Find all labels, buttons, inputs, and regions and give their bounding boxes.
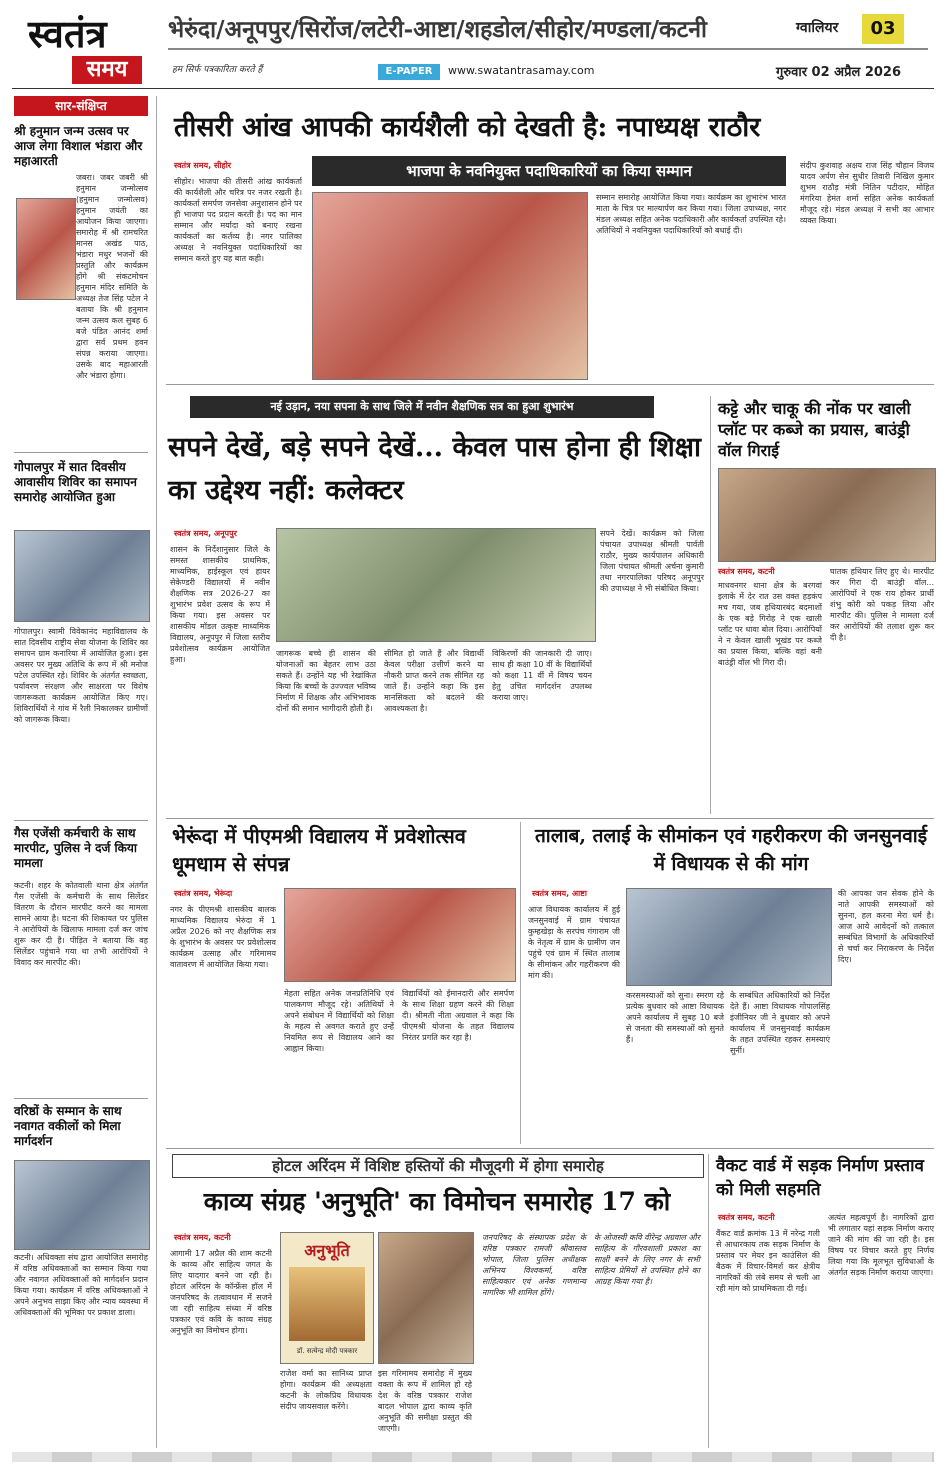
- website-link[interactable]: www.swatantrasamay.com: [448, 64, 595, 77]
- story4-text1: नगर के पीएमश्री शासकीय बालक माध्यमिक विद्यालय भेरुंदा में 1 अप्रैल 2026 को नए शैक्षणिक सत्र के शुभारंभ के अवसर पर प्रवेशोत्सव कार्यक्रम उत्साह और गरिमामय वातावरण में आयोजित किया गया।: [170, 905, 276, 969]
- story2-text2: जागरूक बच्चे ही शासन की योजनाओं का बेहतर लाभ उठा सकते हैं। उन्होंने यह भी रेखांकित किया कि बच्चों के उज्ज्वल भविष्य निर्माण में शिक्षक और अभिभावक दोनों की समान भागीदारी होती है।: [276, 649, 376, 713]
- story5-byline: स्वतंत्र समय, आष्टा: [532, 889, 587, 898]
- story6-banner: होटल अरिंदम में विशिष्ट हस्तियों की मौजूदगी में होगा समारोह: [172, 1154, 704, 1178]
- story3-photo: [718, 468, 936, 562]
- book-cover-art: [289, 1267, 365, 1341]
- story1-headline: तीसरी आंख आपकी कार्यशैली को देखती है: नपाध्यक्ष राठौर: [174, 112, 761, 143]
- story4-text3: विद्यार्थियों को ईमानदारी और समर्पण के साथ शिक्षा ग्रहण करने की शिक्षा दी। श्रीमती नीता अग्रवाल ने कहा कि पीएमश्री योजना के तहत विद्यालय निरंतर प्रगति कर रहा है।: [402, 989, 514, 1042]
- book-title: अनुभूति: [304, 1241, 350, 1260]
- story7-text2: अत्यंत महत्वपूर्ण है। नागरिकों द्वारा भी लगातार यहां सड़क निर्माण कराए जाने की मांग की जा रही है। इस विषय पर विचार करते हुए निर्णय लिया गया कि मूलभूत सुविधाओं के अंतर्गत सड़क निर्माण कराया जाएगा।: [828, 1213, 934, 1277]
- section-divider: [166, 1148, 934, 1149]
- story7-byline: स्वतंत्र समय, कटनी: [718, 1213, 775, 1222]
- story2-text1: शासन के निर्देशानुसार जिले के समस्त शासकीय प्राथमिक, माध्यमिक, हाईस्कूल एवं हायर सेकेण्डरी विद्यालयों में नवीन शैक्षणिक सत्र 2026-27 का शुभारंभ प्रवेश उत्सव के रूप में किया गया। इस अवसर पर शासकीय मॉडल उत्कृष्ट माध्यमिक विद्यालय, अनूपपुर में जिला स्तरीय प्रवेशोत्सव कार्यक्रम आयोजित हुआ।: [170, 545, 270, 664]
- column-rule: [710, 396, 711, 814]
- story1-text-right: सम्मान समारोह आयोजित किया गया। कार्यक्रम का शुभारंभ भारत माता के चित्र पर माल्यार्पण कर किया गया। जिला उपाध्यक्ष, नगर मंडल अध्यक्ष सहित अनेक पदाधिकारी और कार्यकर्ता उपस्थित रहे। अतिथियों ने नवनियुक्त पदाधिकारियों को बधाई दी।: [596, 193, 786, 235]
- story2-byline: स्वतंत्र समय, अनूपपुर: [174, 529, 237, 538]
- story3-text1: माधवनगर थाना क्षेत्र के बरगवां इलाके में देर रात उस वक्त हड़कंप मच गया, जब हथियारबंद बदमाशों के एक बड़े गिरोह ने एक खाली प्लॉट पर धावा बोल दिया। आरोपियों ने न केवल खाली भूखंड पर कब्जे का प्रयास किया, बल्कि वहां बनी बाउंड्री वॉल भी गिरा दी।: [718, 581, 822, 667]
- story5-photo: [626, 888, 832, 986]
- sidebar-item1-text: [14, 172, 148, 440]
- section-divider: [166, 384, 934, 385]
- sidebar-item3-text: कटनी। शहर के कोतवाली थाना क्षेत्र अंतर्गत गैस एजेंसी के कर्मचारी के साथ सिलेंडर वितरण के दौरान मारपीट करने का मामला सामने आया है। घटना की शिकायत पर पुलिस ने आरोपियों के खिलाफ मामला दर्ज कर जांच शुरू कर दी है। पीड़ित ने बताया कि वह सिलेंडर पहुंचाने गया था तभी आरोपियों ने विवाद कर मारपीट की।: [14, 881, 148, 967]
- book-author: डॉ. सत्येन्द्र मोदी पत्रकार: [296, 1347, 358, 1355]
- sidebar-column-rule: [156, 96, 157, 1448]
- masthead-rule: [168, 48, 928, 50]
- sidebar-item2-text: गोपालपुर। स्वामी विवेकानंद महाविद्यालय के सात दिवसीय राष्ट्रीय सेवा योजना के शिविर का समापन ग्राम कनारिया में आयोजित हुआ। इस अवसर पर मुख्य अतिथि के रूप में श्री मनोज पटेल उपस्थित रहे। शिविर के अंतर्गत स्वच्छता, पर्यावरण संरक्षण और साक्षरता पर विशेष जागरूकता कार्यक्रम आयोजित किए गए। शिविरार्थियों ने गांव में रैली निकालकर ग्रामीणों को जागरूक किया।: [14, 627, 148, 724]
- column-rule: [520, 822, 521, 1144]
- sidebar-item2-photo: [14, 530, 150, 622]
- story2-text5: सपने देखें। कार्यक्रम को जिला पंचायत उपाध्यक्ष श्रीमती पार्वती राठौर, मुख्य कार्यपालन अधिकारी जिला पंचायत श्रीमती अर्चना कुमारी तथा नगरपालिका परिषद अनूपपुर की उपाध्यक्ष ने भी संबोधित किया।: [600, 529, 704, 593]
- epaper-badge[interactable]: E-PAPER: [378, 64, 440, 80]
- sidebar-item4-text: कटनी। अधिवक्ता संघ द्वारा आयोजित समारोह में वरिष्ठ अधिवक्ताओं का सम्मान किया गया और नवागत अधिवक्ताओं को मार्गदर्शन प्रदान किया गया। कार्यक्रम में वरिष्ठ अधिवक्ताओं ने अपने अनुभव साझा किए और न्याय व्यवस्था में अधिवक्ताओं की भूमिका पर प्रकाश डाला।: [14, 1253, 148, 1317]
- sidebar-item4-photo: [14, 1160, 150, 1250]
- sidebar-item4-headline: वरिष्ठों के सम्मान के साथ नवागत वकीलों को मिला मार्गदर्शन: [14, 1104, 122, 1148]
- sidebar-divider: [14, 820, 148, 821]
- sidebar-item1-body: जबरा। जबर जबरी श्री हनुमान जन्मोत्सव (हनुमान जन्मोत्सव) हनुमान जयंती का आयोजन किया जाएगा। समारोह में श्री रामचरित मानस अखंड पाठ, भंडारा मधुर भजनों की प्रस्तुति और कार्यक्रम होंगे श्री संकटमोचन हनुमान मंदिर समिति के अध्यक्ष तेज सिंह पटेल ने बताया कि श्री हनुमान जन्म उत्सव कल सुबह 6 बजे पंडित आनंद शर्मा द्वारा सर्व प्रथम हवन संपन्न कराया जाएगा। उसके बाद महाआरती और भंडारा होगा।: [76, 173, 148, 380]
- story4-byline: स्वतंत्र समय, भेरूंदा: [174, 889, 233, 898]
- story6-text4: जनपरिषद के संस्थापक प्रदेश के वरिष्ठ पत्रकार रामजी श्रीवास्तव भोपाल, जिला पुलिस अधीक्षक अभिनय विश्वकर्मा, वरिष्ठ साहित्यकार एवं अनेक गणमान्य नागरिक भी शामिल होंगे।: [482, 1233, 586, 1297]
- story2-text4: विकिरणों की जानकारी दी जाए। साथ ही कक्षा 10 वीं के विद्यार्थियों को कक्षा 11 वीं में विषय चयन हेतु उचित मार्गदर्शन उपलब्ध कराया जाए।: [492, 649, 592, 702]
- masthead-city: ग्वालियर: [796, 20, 839, 36]
- story6-text1: आगामी 17 अप्रैल की शाम कटनी के काव्य और साहित्य जगत के लिए यादगार बनने जा रही है। होटल अरिंदम के कॉन्फ्रेंस हॉल में जनपरिषद के तत्वावधान में सजने जा रही साहित्य संध्या में वरिष्ठ पत्रकार एवं कवि के काव्य संग्रह अनुभूति का विमोचन होगा।: [170, 1249, 272, 1335]
- story1-subhead: भाजपा के नवनियुक्त पदाधिकारियों का किया सम्मान: [312, 156, 786, 186]
- registration-strip: [12, 1452, 934, 1462]
- story4-text2: मेहता सहित अनेक जनप्रतिनिधि एवं पालकगण मौजूद रहे। अतिथियों ने अपने संबोधन में विद्यार्थियों को शिक्षा के महत्व से अवगत कराते हुए उन्हें नियमित रूप से विद्यालय आने का आह्वान किया।: [284, 989, 394, 1053]
- story1-text-left: सीहोर। भाजपा की तीसरी आंख कार्यकर्ता की कार्यशैली और चरित्र पर नजर रखती है। कार्यकर्ता समर्पण जनसेवा अनुशासन होने पर ही भाजपा पद प्रदान करती है। पद का मान सम्मान और मर्यादा को बनाए रखना कार्यकर्ता का कर्तव्य है। नगर पालिका अध्यक्ष ने नवनियुक्त पदाधिकारियों का सम्मान करते हुए यह बात कही।: [174, 177, 302, 263]
- story6-byline: स्वतंत्र समय, कटनी: [174, 1233, 231, 1242]
- sidebar-banner: सार-संक्षिप्त: [14, 96, 148, 116]
- masthead-towns: भेरुंदा/अनूपपुर/सिरोंज/लटेरी-आष्टा/शहडोल/सीहोर/मण्डला/कटनी: [168, 16, 707, 43]
- story5-text3: के सम्बंधित अधिकारियों को निर्देश देते हैं। आष्टा विधायक गोपालसिंह इंजीनियर जी ने बुधवार को अपने कार्यालय में जनसुनवाई कार्यक्रम के तहत उपस्थित रहकर समस्याएं सुनीं।: [730, 991, 830, 1055]
- story3-headline: कट्टे और चाकू की नोंक पर खाली प्लॉट पर कब्जे का प्रयास, बाउंड्री वॉल गिराई: [718, 399, 911, 460]
- sidebar-item3-headline: गैस एजेंसी कर्मचारी के साथ मारपीट, पुलिस ने दर्ज किया मामला: [14, 826, 137, 870]
- issue-date: गुरुवार 02 अप्रैल 2026: [776, 65, 901, 80]
- story5-text2: करसमस्याओं को सुना। स्मरण रहे प्रत्येक बुधवार को आष्टा विधायक अपने कार्यालय में सुबह 10 बजे से जनता की समस्याओं को सुनते हैं।: [626, 991, 724, 1044]
- story3-byline: स्वतंत्र समय, कटनी: [718, 567, 775, 576]
- story1-photo: [312, 192, 588, 380]
- story5-text4: की आपका जन सेवक होने के नाते आपकी समस्याओं को सुनना, हल करना मेरा धर्म है। आज आये आवेदनों को तत्काल सम्बंधित विभागों के अधिकारियों से चर्चा कर निराकरण के निर्देश दिए।: [838, 889, 934, 964]
- story6-headline: काव्य संग्रह 'अनुभूति' का विमोचन समारोह 17 को: [203, 1187, 671, 1216]
- masthead-divider: [12, 88, 934, 89]
- story7-text1: वैंकट वार्ड क्रमांक 13 में नरेन्द्र गली से आधारकाय तक सड़क निर्माण के प्रस्ताव पर मेयर इन काउंसिल की बैठक में विचार-विमर्श कर क्षेत्रीय नागरिकों की लंबे समय से चली आ रही मांग को प्राथमिकता दी गई।: [716, 1229, 820, 1293]
- story2-banner: नई उड़ान, नया सपना के साथ जिले में नवीन शैक्षणिक सत्र का हुआ शुभारंभ: [190, 396, 654, 418]
- story1-text-far: संदीप कुशवाह अक्षय राज सिंह चौहान विजय यादव अर्पण सेन सुधीर तिवारी निखिल कुमार शुभम राठौड़ मंत्री नितिन पटीदार, मोहित मंगरिया हेमंत शर्मा सहित अनेक कार्यकर्ता मौजूद रहे। मंडल अध्यक्ष ने सभी का आभार व्यक्त किया।: [800, 161, 934, 225]
- story6-text2: राजेश वर्मा का सानिध्य प्राप्त होगा। कार्यक्रम की अध्यक्षता कटनी के लोकप्रिय विधायक संदीप जायसवाल करेंगे।: [280, 1369, 372, 1411]
- section-divider: [166, 818, 934, 819]
- page-number: 03: [862, 14, 904, 44]
- column-rule: [708, 1154, 709, 1448]
- sidebar-item1-headline: श्री हनुमान जन्म उत्सव पर आज लेगा विशाल भंडारा और महाआरती: [14, 124, 143, 168]
- book-cover: [280, 1232, 374, 1364]
- story2-photo: [276, 528, 596, 642]
- story5-text1: आज विधायक कार्यालय में हुई जनसुनवाई में ग्राम पंचायत कुम्हखेड़ा के सरपंच गंगाराम जी के नेतृत्व में ग्राम के ग्रामीण जन पहुंचे एवं ग्राम में स्थित तालाब के सीमांकन और गहरीकरण की मांग की।: [528, 905, 620, 980]
- sidebar-item2-headline: गोपालपुर में सात दिवसीय आवासीय शिविर का समापन समारोह आयोजित हुआ: [14, 460, 137, 504]
- story1-byline: स्वतंत्र समय, सीहोर: [174, 161, 232, 170]
- masthead-logo-sub: समय: [72, 56, 142, 84]
- masthead-logo: स्वतंत्र: [28, 11, 107, 56]
- sidebar-divider: [14, 1098, 148, 1099]
- story7-headline: वैकट वार्ड में सड़क निर्माण प्रस्ताव को मिली सहमति: [716, 1156, 924, 1200]
- story4-headline: भेरूंदा में पीएमश्री विद्यालय में प्रवेशोत्सव धूमधाम से संपन्न: [172, 824, 466, 876]
- story4-photo: [284, 888, 516, 982]
- story2-text3: सीमित हो जाते हैं और विद्यार्थी केवल परीक्षा उत्तीर्ण करने या नौकरी प्राप्त करने तक सीमित रह जाते हैं। उन्होंने कहा कि इस मानसिकता को बदलने की आवश्यकता है।: [384, 649, 484, 713]
- story3-text2: घातक हथियार लिए हुए थे। मारपीट कर गिरा दी बाउंड्री वॉल... आरोपियों ने एक राय होकर प्रार्थी शंभु कोरी को पकड़ लिया और मारपीट की। पुलिस ने मामला दर्ज कर आरोपियों की तलाश शुरू कर दी है।: [830, 567, 934, 642]
- story5-headline: तालाब, तलाई के सीमांकन एवं गहरीकरण की जनसुनवाई में विधायक से की मांग: [534, 825, 928, 875]
- story6-text3: इस गरिमामय समारोह में मुख्य वक्ता के रूप में शामिल हो रहे देश के वरिष्ठ पत्रकार राजेश बादल भोपाल द्वारा काव्य कृति अनुभूति की समीक्षा प्रस्तुत की जाएगी।: [378, 1369, 472, 1433]
- story2-headline: सपने देखें, बड़े सपने देखें... केवल पास होना ही शिक्षा का उद्देश्य नहीं: कलेक्टर: [168, 432, 702, 506]
- sidebar-divider: [14, 452, 148, 453]
- author-photo: [378, 1232, 474, 1364]
- masthead-tagline: हम सिर्फ पत्रकारिता करते हैं: [172, 65, 263, 75]
- story6-text5: के ओजस्वी कवि वीरेन्द्र अग्रवाल और साहित्य के गौरवशाली प्रकाश का साक्षी बनने के लिए नगर के सभी साहित्य प्रेमियों से उपस्थित होने का आग्रह किया गया है।: [594, 1233, 700, 1286]
